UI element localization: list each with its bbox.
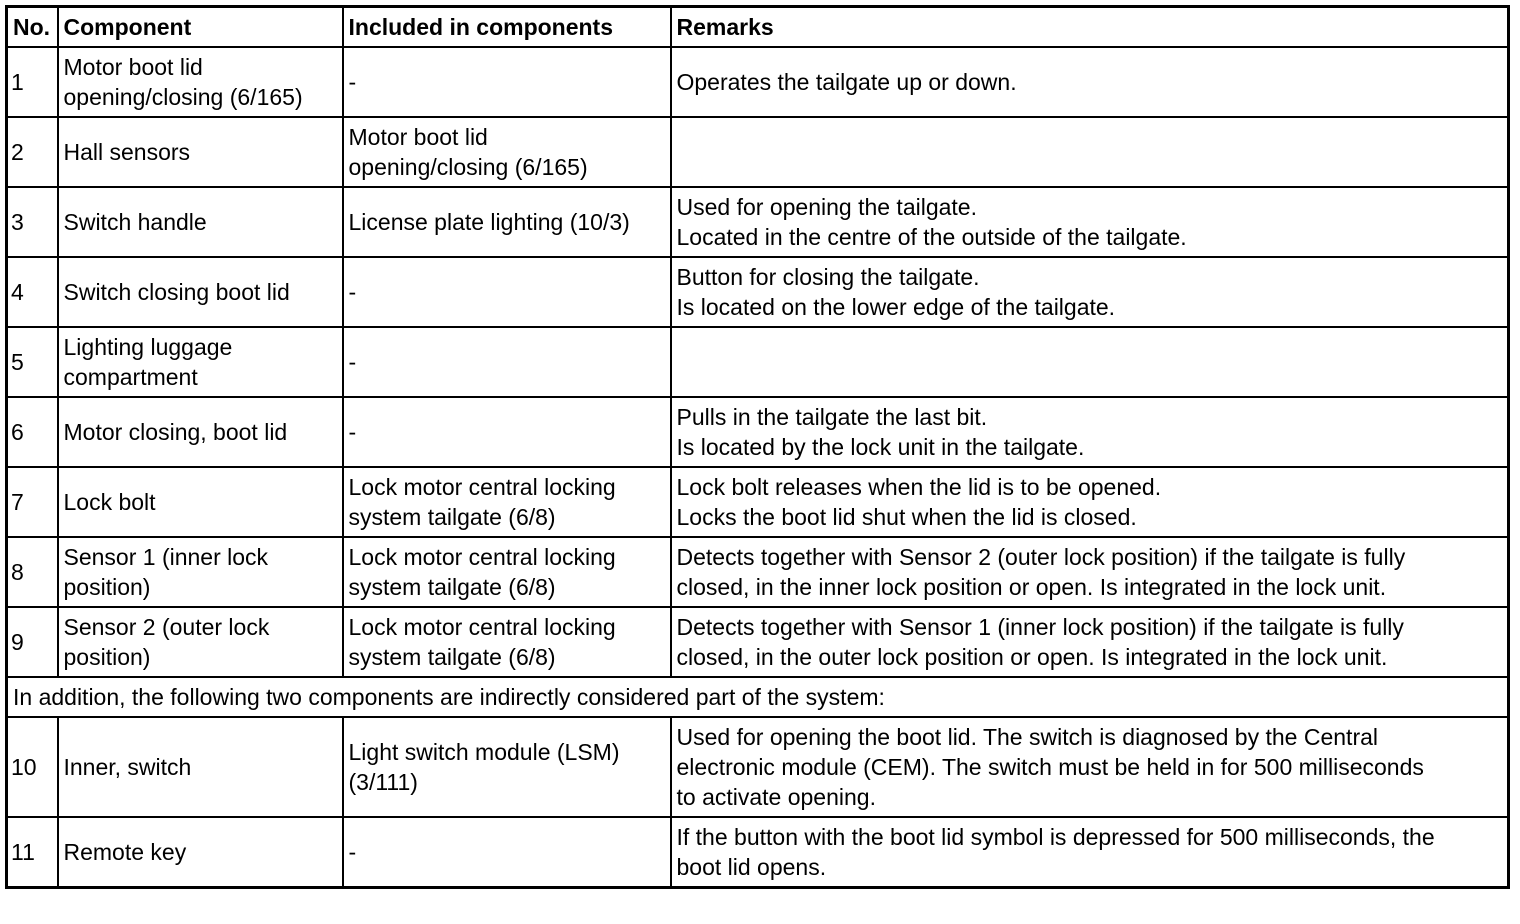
- cell-component: Sensor 1 (inner lock position): [58, 537, 343, 607]
- cell-no: 7: [7, 467, 58, 537]
- table-row: [7, 817, 1509, 888]
- cell-component: Switch handle: [58, 187, 343, 257]
- cell-included: License plate lighting (10/3): [343, 187, 671, 257]
- cell-remarks: [671, 117, 1509, 187]
- cell-remarks: Button for closing the tailgate. Is located on the lower edge of the tailgate.: [671, 257, 1509, 327]
- cell-remarks: [671, 327, 1509, 397]
- component-table: [5, 5, 1510, 889]
- cell-remarks: Lock bolt releases when the lid is to be opened. Locks the boot lid shut when the lid is closed.: [671, 467, 1509, 537]
- table-row: [7, 717, 1509, 817]
- header-component: Component: [58, 7, 343, 48]
- cell-component: Inner, switch: [58, 717, 343, 817]
- table-row: [7, 187, 1509, 257]
- cell-component: Lighting luggage compartment: [58, 327, 343, 397]
- cell-remarks: Used for opening the tailgate. Located in the centre of the outside of the tailgate.: [671, 187, 1509, 257]
- cell-included: Lock motor central locking system tailgate (6/8): [343, 537, 671, 607]
- cell-remarks: If the button with the boot lid symbol is depressed for 500 milliseconds, the boot lid opens.: [671, 817, 1509, 888]
- table-row: [7, 327, 1509, 397]
- cell-included: Motor boot lid opening/closing (6/165): [343, 117, 671, 187]
- cell-no: 6: [7, 397, 58, 467]
- note-text: In addition, the following two components are indirectly considered part of the system:: [7, 677, 1509, 717]
- header-no: No.: [7, 7, 58, 48]
- cell-included: -: [343, 817, 671, 888]
- cell-component: Motor closing, boot lid: [58, 397, 343, 467]
- cell-no: 4: [7, 257, 58, 327]
- cell-included: -: [343, 327, 671, 397]
- cell-included: -: [343, 47, 671, 117]
- table-row: [7, 397, 1509, 467]
- table-row: [7, 47, 1509, 117]
- cell-no: 10: [7, 717, 58, 817]
- cell-component: Sensor 2 (outer lock position): [58, 607, 343, 677]
- cell-no: 8: [7, 537, 58, 607]
- cell-component: Remote key: [58, 817, 343, 888]
- cell-no: 11: [7, 817, 58, 888]
- table-row: [7, 537, 1509, 607]
- cell-remarks: Detects together with Sensor 1 (inner lock position) if the tailgate is fully closed, in the outer lock position or open. Is integrated in the lock unit.: [671, 607, 1509, 677]
- cell-component: Lock bolt: [58, 467, 343, 537]
- cell-included: Lock motor central locking system tailgate (6/8): [343, 607, 671, 677]
- cell-included: -: [343, 397, 671, 467]
- table-row: [7, 117, 1509, 187]
- cell-included: Light switch module (LSM) (3/111): [343, 717, 671, 817]
- cell-component: Hall sensors: [58, 117, 343, 187]
- cell-no: 3: [7, 187, 58, 257]
- document: [5, 5, 1507, 889]
- table-row: [7, 257, 1509, 327]
- cell-remarks: Used for opening the boot lid. The switch is diagnosed by the Central electronic module (CEM). The switch must be held in for 500 milliseconds to activate opening.: [671, 717, 1509, 817]
- header-row: [7, 7, 1509, 48]
- cell-remarks: Detects together with Sensor 2 (outer lock position) if the tailgate is fully closed, in the inner lock position or open. Is integrated in the lock unit.: [671, 537, 1509, 607]
- header-included: Included in components: [343, 7, 671, 48]
- cell-remarks: Pulls in the tailgate the last bit. Is located by the lock unit in the tailgate.: [671, 397, 1509, 467]
- cell-component: Switch closing boot lid: [58, 257, 343, 327]
- cell-no: 9: [7, 607, 58, 677]
- cell-component: Motor boot lid opening/closing (6/165): [58, 47, 343, 117]
- cell-no: 1: [7, 47, 58, 117]
- table-row: [7, 467, 1509, 537]
- table-row: [7, 607, 1509, 677]
- cell-included: -: [343, 257, 671, 327]
- cell-no: 5: [7, 327, 58, 397]
- cell-remarks: Operates the tailgate up or down.: [671, 47, 1509, 117]
- cell-included: Lock motor central locking system tailgate (6/8): [343, 467, 671, 537]
- header-remarks: Remarks: [671, 7, 1509, 48]
- cell-no: 2: [7, 117, 58, 187]
- note-row: [7, 677, 1509, 717]
